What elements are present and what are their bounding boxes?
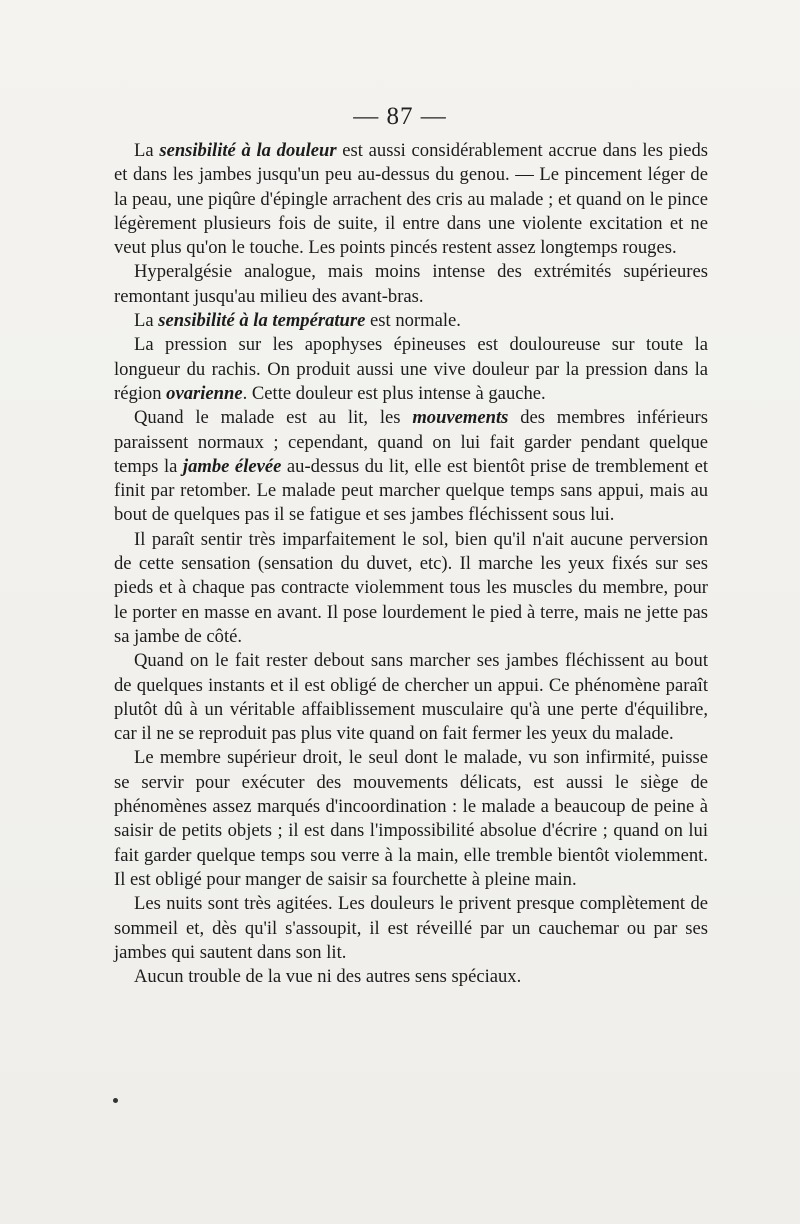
text-run: est normale.	[365, 310, 461, 332]
paragraph	[114, 260, 708, 309]
text-run: Hyperalgésie analogue, mais moins intense des extrémités supérieures remontant jusqu'au milieu des avant-bras.	[114, 261, 708, 307]
paragraph	[114, 965, 708, 989]
paragraph	[114, 528, 708, 649]
text-run: au-dessus du lit, elle est bientôt prise de tremblement et finit par retomber. Le malade peut marcher quelque temps sans appui, mais au bout de quelques pas il se fatigue et ses jambes fléchissent sous lui.	[114, 455, 709, 526]
text-run: Le membre supérieur droit, le seul dont le malade, vu son infirmité, puisse se servir pour exécuter des mouvements délicats, est aussi le siège de phénomènes assez marqués d'incoordination : le malade a beaucoup de peine à saisir de petits objets ; il est dans l'impossibilité absolue d'écrire ; quand on lui fait garder quelque temps sou verre à la main, elle tremble bientôt violemment. Il est obligé pour manger de saisir sa fourchette à pleine main.	[114, 747, 708, 890]
paragraph	[114, 139, 708, 260]
paragraph	[114, 892, 708, 965]
text-run: . Cette douleur est plus intense à gauche.	[242, 382, 546, 404]
body-text	[114, 139, 708, 989]
emphasized-text: sensibilité à la température	[158, 310, 366, 332]
text-run: Il paraît sentir très imparfaitement le sol, bien qu'il n'ait aucune perversion de cette sensation (sensation du duvet, etc). Il marche les yeux fixés sur ses pieds et à chaque pas contracte violemment tous les muscles du membre, pour le porter en masse en avant. Il pose lourdement le pied à terre, mais ne jette pas sa jambe de côté.	[114, 528, 708, 647]
text-run: Aucun trouble de la vue ni des autres sens spéciaux.	[134, 966, 522, 988]
ink-spot	[113, 1098, 118, 1103]
emphasized-text: ovarienne	[166, 382, 243, 404]
paragraph	[114, 406, 708, 527]
paragraph	[114, 746, 708, 892]
text-run: des membres inférieurs paraissent normaux ; cependant, quand on lui fait garder pendant quelque temps la	[114, 407, 708, 477]
paragraph	[114, 309, 708, 333]
emphasized-text: jambe élevée	[182, 455, 282, 477]
text-run: Les nuits sont très agitées. Les douleurs le privent presque complètement de sommeil et, dès qu'il s'assoupit, il est réveillé par un cauchemar ou par ses jambes qui sautent dans son lit.	[114, 893, 708, 963]
text-run: La	[134, 140, 160, 161]
text-run: La	[134, 310, 159, 332]
emphasized-text: mouvements	[412, 407, 509, 429]
text-run: est aussi considérablement accrue dans les pieds et dans les jambes jusqu'un peu au-dessus du genou. — Le pincement léger de la peau, une piqûre d'épingle arrachent des cris au malade ; et quand on le pince légèrement plusieurs fois de suite, il entre dans une violente excitation et ne veut plus qu'on le touche. Les points pincés restent assez longtemps rouges.	[114, 140, 708, 259]
paragraph	[114, 333, 708, 406]
emphasized-text: sensibilité à la douleur	[159, 140, 337, 161]
text-run: La pression sur les apophyses épineuses est douloureuse sur toute la longueur du rachis. On produit aussi une vive douleur par la pression dans la région	[114, 334, 708, 404]
page-number: — 87 —	[353, 103, 447, 130]
text-run: Quand on le fait rester debout sans marcher ses jambes fléchissent au bout de quelques instants et il est obligé de chercher un appui. Ce phénomène paraît plutôt dû à un véritable affaiblissement musculaire qu'à une perte d'équilibre, car il ne se reproduit pas plus vite quand on fait fermer les yeux du malade.	[114, 650, 708, 745]
paragraph	[114, 649, 708, 746]
text-run: Quand le malade est au lit, les	[134, 407, 413, 429]
